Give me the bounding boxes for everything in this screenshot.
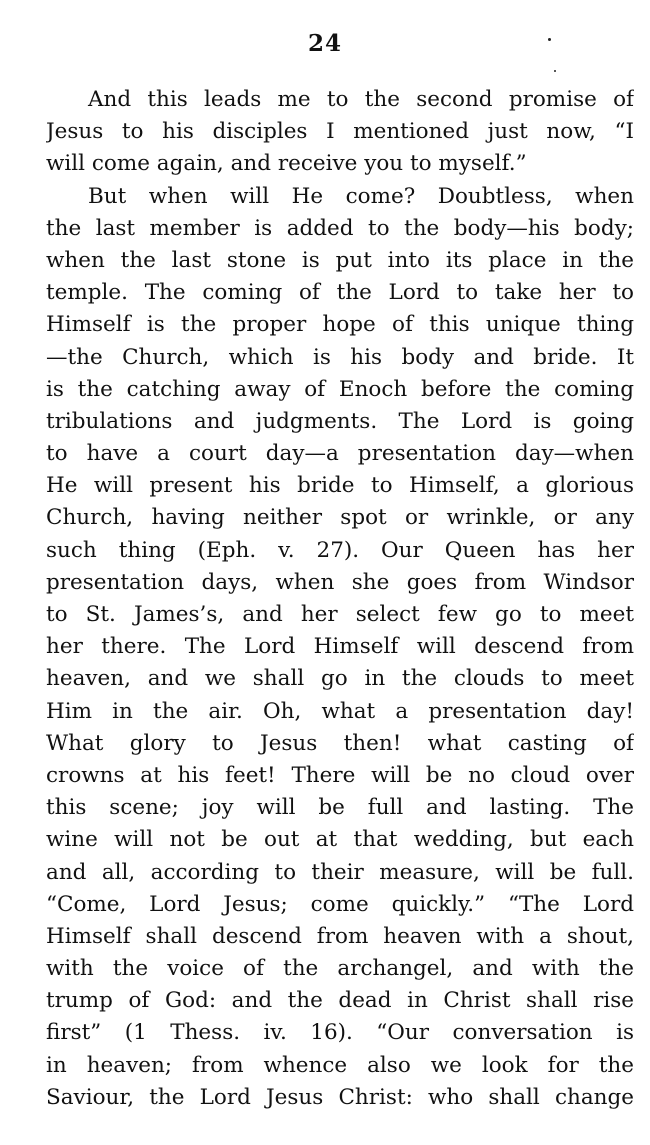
text-line: in heaven; from whence also we look for the (46, 1052, 634, 1078)
text-line: wine will not be out at that wedding, but each (46, 827, 634, 853)
text-line: presentation days, when she goes from Windsor (46, 569, 634, 595)
text-line: first” (1 Thess. iv. 16). “Our conversation is (46, 1020, 634, 1046)
text-line: Jesus to his disciples I mentioned just now, “I (46, 119, 634, 145)
text-line: to have a court day—a presentation day—when (46, 441, 634, 467)
text-line: —the Church, which is his body and bride. It (46, 344, 634, 370)
text-line: Saviour, the Lord Jesus Christ: who shall change (46, 1084, 634, 1110)
text-line: is the catching away of Enoch before the coming (46, 376, 634, 402)
text-line: the last member is added to the body—his body; (46, 215, 634, 241)
text-line: But when will He come? Doubtless, when (88, 183, 634, 209)
text-line: Him in the air. Oh, what a presentation day! (46, 698, 634, 724)
text-line: her there. The Lord Himself will descend from (46, 634, 634, 660)
text-line: such thing (Eph. v. 27). Our Queen has her (46, 537, 634, 563)
text-line: will come again, and receive you to myself.” (46, 151, 527, 177)
text-line: tribulations and judgments. The Lord is going (46, 408, 634, 434)
text-line: with the voice of the archangel, and with the (46, 956, 634, 982)
text-line: and all, according to their measure, will be full. (46, 859, 634, 885)
text-line: this scene; joy will be full and lasting. The (46, 795, 634, 821)
text-line: And this leads me to the second promise of (88, 87, 634, 112)
text-line: when the last stone is put into its place in the (46, 247, 634, 273)
text-line: “Come, Lord Jesus; come quickly.” “The Lord (46, 891, 634, 917)
text-line: What glory to Jesus then! what casting of (46, 730, 634, 756)
text-line: Himself is the proper hope of this unique thing (46, 312, 634, 338)
text-line: heaven, and we shall go in the clouds to meet (46, 666, 634, 692)
text-line: Himself shall descend from heaven with a shout, (46, 923, 634, 949)
page-number: 24 (307, 30, 342, 57)
body-text (46, 84, 634, 1114)
text-line: He will present his bride to Himself, a glorious (46, 473, 634, 499)
text-line: trump of God: and the dead in Christ shall rise (46, 988, 634, 1014)
print-speck (554, 70, 556, 72)
text-line: temple. The coming of the Lord to take her to (46, 280, 634, 306)
text-line: to St. James’s, and her select few go to meet (46, 602, 634, 627)
print-speck (548, 38, 551, 41)
text-line: crowns at his feet! There will be no cloud over (46, 762, 634, 788)
text-line: Church, having neither spot or wrinkle, or any (46, 505, 634, 531)
